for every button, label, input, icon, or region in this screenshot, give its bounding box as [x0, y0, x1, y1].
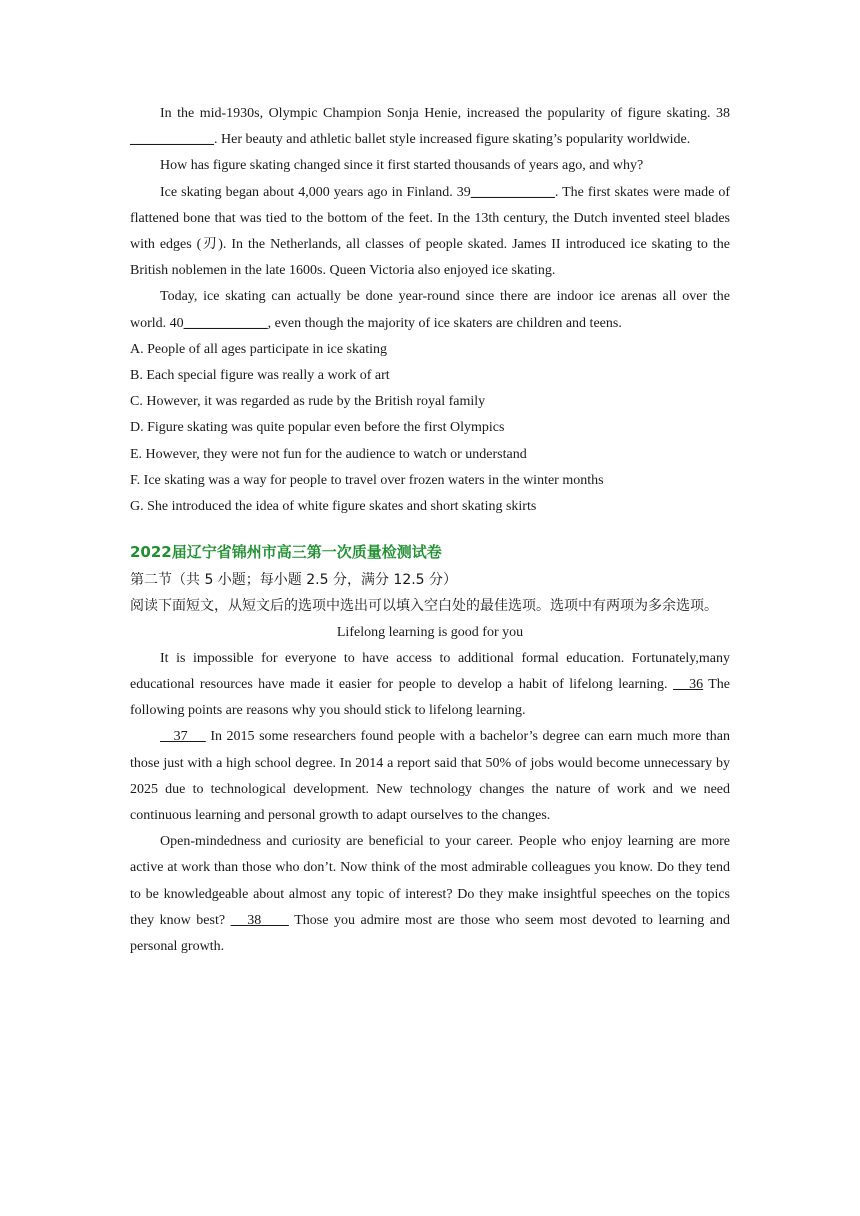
- paragraph-2: How has figure skating changed since it first started thousands of years ago, and why?: [160, 158, 644, 174]
- paragraph-text: Ice skating began about 4,000 years ago in Finland. 39: [160, 184, 471, 200]
- paragraph-text: . The first skates were made of flattened bone that was tied to the bottom of the feet. In the 13th century, the Dutch invented steel blades with edges (刃). In the Netherlands, all classes of people skated. James II introduced ice skating to the British noblemen in the late 1600s. Queen Victoria also enjoyed ice skating.: [130, 184, 730, 279]
- blank-37: 37: [160, 729, 206, 745]
- option-d: D. Figure skating was quite popular even before the first Olympics: [130, 420, 505, 436]
- paragraph-text: The following points are reasons why you should stick to lifelong learning.: [130, 677, 731, 719]
- blank-38: ____________: [130, 132, 214, 148]
- paragraph-text: , even though the majority of ice skaters are children and teens.: [267, 315, 622, 331]
- option-g: G. She introduced the idea of white figure skates and short skating skirts: [130, 499, 537, 515]
- option-c: C. However, it was regarded as rude by the British royal family: [130, 394, 486, 410]
- section-heading: 2022届辽宁省锦州市高三第一次质量检测试卷: [130, 543, 442, 562]
- paragraph-text: It is impossible for everyone to have access to additional formal education. Fortunately,many educational resources have made it easier for people to develop a habit of lifelong learning.: [130, 650, 730, 693]
- blank-38-second: 38: [230, 912, 289, 928]
- option-a: A. People of all ages participate in ice skating: [130, 341, 387, 357]
- blank-36: 36: [672, 677, 704, 693]
- paragraph-4: [130, 284, 730, 336]
- paragraph-text: Those you admire most are those who seem most devoted to learning and personal growth.: [130, 912, 731, 955]
- section-subheading: 第二节（共 5 小题；每小题 2.5 分，满分 12.5 分）: [130, 572, 458, 589]
- option-b: B. Each special figure was really a work of art: [130, 368, 390, 384]
- passage-title: Lifelong learning is good for you: [336, 624, 524, 640]
- paragraph-1: [130, 101, 730, 153]
- paragraph-text: In 2015 some researchers found people with a bachelor’s degree can earn much more than those just with a high school degree. In 2014 a report said that 50% of jobs would become unnecessary by 2025 due to technological development. New technology changes the nature of work and we need continuous learning and personal growth to adapt ourselves to the changes.: [130, 729, 731, 824]
- blank-39: ____________: [470, 184, 555, 200]
- paragraph-text: Open-mindedness and curiosity are beneficial to your career. People who enjoy learning are more active at work than those who don’t. Now think of the most admirable colleagues you know. Do they tend to be knowledgeable about almost any topic of interest? Do they make insightful speeches on the topics they know best?: [130, 834, 730, 928]
- instruction-text: 阅读下面短文，从短文后的选项中选出可以填入空白处的最佳选项。选项中有两项为多余选项。: [130, 598, 718, 615]
- paragraph-6: [130, 724, 730, 829]
- paragraph-text: In the mid-1930s, Olympic Champion Sonja Henie, increased the popularity of figure skating. 38: [160, 106, 730, 121]
- option-f: F. Ice skating was a way for people to travel over frozen waters in the winter months: [130, 472, 604, 488]
- paragraph-text: . Her beauty and athletic ballet style increased figure skating’s popularity worldwide.: [214, 132, 691, 148]
- paragraph-3: [130, 180, 730, 285]
- options-list: [130, 337, 730, 520]
- paragraph-7: [130, 829, 730, 960]
- document-page: [130, 101, 730, 960]
- paragraph-text: Today, ice skating can actually be done year-round since there are indoor ice arenas all over the world. 40: [130, 289, 730, 331]
- option-e: E. However, they were not fun for the audience to watch or understand: [130, 446, 527, 462]
- blank-40: ____________: [183, 315, 268, 331]
- paragraph-5: [130, 646, 730, 725]
